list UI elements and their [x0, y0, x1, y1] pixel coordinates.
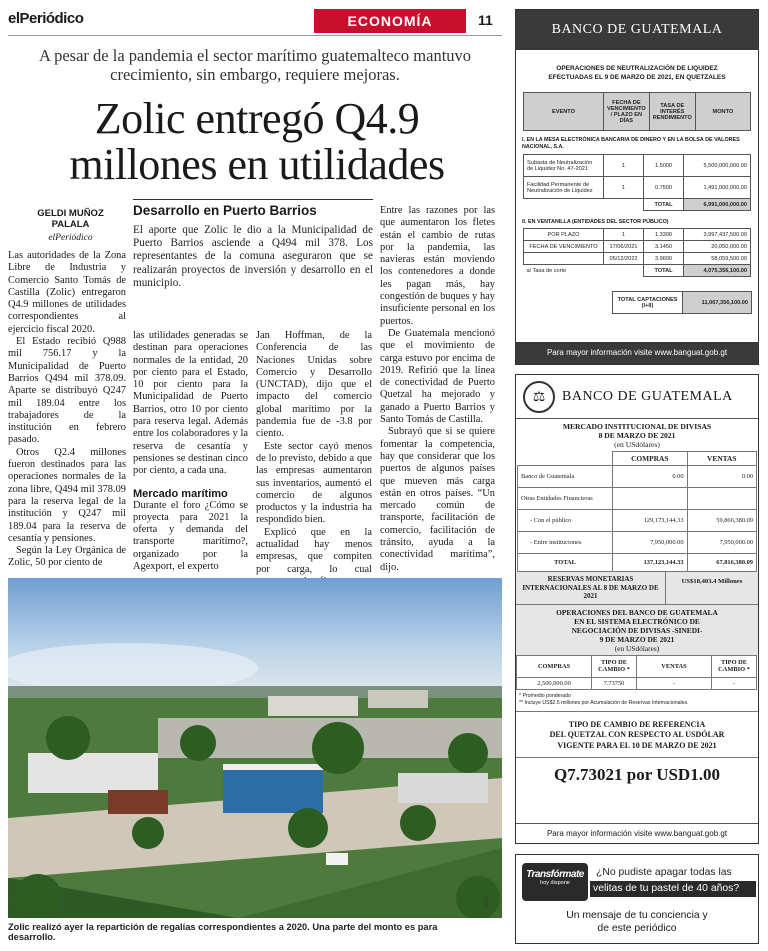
banco-2-footer: Para mayor información visite www.banguat.gob.gt — [516, 823, 758, 843]
cell-plazo: 05/12/2022 — [604, 253, 644, 265]
photo-credit: ZOLIC — [482, 895, 488, 910]
cell-evento — [524, 253, 604, 265]
reservas-box — [516, 572, 758, 605]
col-compras: COMPRAS — [613, 452, 688, 466]
cell-ventas: 59,866,380.09 — [687, 510, 756, 532]
paragraph: Explicó que en la actualidad hay menos empresas, que compiten por carga, lo cual — [256, 526, 372, 575]
paragraph: Durante el foro ¿Cómo se proyecta para 2021 la oferta y demanda del transporte marítimo?, organizado por la Agexport, el experto — [133, 499, 248, 573]
total-value: 4,075,356,100.00 — [684, 265, 751, 277]
headline-line-1: Zolic entregó Q4.9 — [94, 94, 420, 143]
sinedi-table — [516, 655, 757, 690]
cell-evento: POR PLAZO — [524, 229, 604, 241]
cell-compras: 2,500,000.00 — [517, 677, 592, 689]
tasa-note: a/ Tasa de corte — [526, 267, 567, 274]
cell-ventas — [687, 488, 756, 510]
captaciones-table — [612, 291, 752, 314]
cell-ventas: 67,816,380.09 — [687, 554, 756, 572]
author-publication: elPeriódico — [48, 233, 93, 243]
subhead-rule — [133, 199, 373, 200]
banco-1-footer: Para mayor información visite www.banguat.gob.gt — [516, 342, 758, 364]
table-header-row — [518, 452, 757, 466]
banco-1-subtitle — [516, 64, 758, 82]
paragraph: las utilidades generadas se destinan para operaciones normales de la entidad, 20 por ciento para el Estado, 10 por ciento para la Municipalidad de Puerto Barrios, otro 10 por ciento para reserva legal. Además entre los colaboradores y la reserva de cesantía y pensiones se destinan cinco por ciento, a cada una. — [133, 330, 248, 477]
ad-message — [516, 909, 758, 935]
cell-compras: 129,173,144.33 — [613, 510, 688, 532]
cell-compras: 7,950,000.00 — [613, 532, 688, 554]
paragraph: Las autoridades de la Zona Libre de Industria y Comercio Santo Tomás de Castilla (Zolic) entregaron Q4.9 millones de utilidades correspondientes al ejercicio fiscal 2020. — [8, 250, 126, 335]
mercado-heading-3: (en USdólares) — [614, 440, 660, 449]
sinedi-heading — [516, 605, 758, 655]
ad-line-1: ¿No pudiste apagar todas las — [596, 867, 732, 878]
total-label: TOTAL CAPTACIONES (I+II) — [613, 292, 683, 314]
logo-brand: Transfórmate — [526, 869, 584, 880]
row-label: Otras Entidades Financieras — [518, 488, 613, 510]
banco-1-section-1: I. EN LA MESA ELECTRÓNICA BANCARIA DE DINERO Y EN LA BOLSA DE VALORES NACIONAL, S.A. — [522, 137, 740, 150]
total-label: TOTAL — [644, 199, 684, 211]
reservas-label: RESERVAS MONETARIAS INTERNACIONALES AL 8 DE MARZO DE 2021 — [516, 572, 666, 604]
table-row — [524, 155, 751, 177]
sinedi-heading-5: (en USdólares) — [614, 643, 660, 653]
cell-ventas: 7,950,000.00 — [687, 532, 756, 554]
banco-1-subtitle-2: EFECTUADAS EL 9 DE MARZO DE 2021, EN QUETZALES — [548, 74, 726, 81]
sinedi-heading-2: EN EL SISTEMA ELECTRÓNICO DE — [574, 616, 700, 626]
table-row — [524, 229, 751, 241]
col-ventas: VENTAS — [687, 452, 756, 466]
page-number: 11 — [478, 12, 493, 28]
table-row — [518, 466, 757, 488]
cell-monto: 58,059,500.00 — [684, 253, 751, 265]
paragraph: Este sector cayó menos de lo previsto, debido a que las empresas aumentaron sus inventarios, aumentó el comercio de algunos productos y la industria ha respondido bien. — [256, 440, 372, 526]
article-column-2 — [133, 330, 248, 573]
article-column-4 — [380, 205, 495, 574]
tipo-cambio-rate: Q7.73021 por USD1.00 — [516, 757, 758, 792]
table-row — [518, 488, 757, 510]
article-headline — [10, 96, 504, 188]
paragraph: Subrayó que si se quiere fomentar la competencia, hay que considerar que los puertos de algunos países que mueven más carga están en otros países. “Un mercado común de transporte, facilitación de comercio, facilitación de tránsito, ayuda a la conectividad marítima”, dijo. — [380, 426, 495, 573]
banco-1-section-2: II. EN VENTANILLA (ENTIDADES DEL SECTOR PÚBLICO) — [522, 219, 669, 225]
cell-tipo: 7.73750 — [592, 677, 637, 689]
mercado-heading-1: MERCADO INSTITUCIONAL DE DIVISAS — [562, 422, 712, 431]
total-row — [518, 554, 757, 572]
reservas-value: US$18,403.4 Millones — [681, 578, 743, 585]
sinedi-notes — [516, 690, 758, 707]
total-row — [524, 199, 751, 211]
photo-caption: Zolic realizó ayer la repartición de regalías correspondientes a 2020. Una parte del monto es para desarrollo. — [8, 922, 438, 942]
banguat-seal-icon: ⚖ — [523, 381, 555, 413]
article-photo — [8, 578, 502, 918]
tipo-heading-1: TIPO DE CAMBIO DE REFERENCIA — [568, 719, 706, 729]
table-header: MONTO — [695, 93, 750, 131]
total-value: 11,067,356,100.00 — [683, 292, 752, 314]
ventanilla-table — [523, 228, 751, 277]
cell-compras: 0.00 — [613, 466, 688, 488]
cell-ventas: - — [637, 677, 712, 689]
banco-ad-1 — [515, 9, 759, 365]
col-ventas: VENTAS — [637, 655, 712, 677]
cell-evento: Facilidad Permanente de Neutralización de Liquidez — [524, 177, 604, 199]
cell-plazo: 1 — [604, 155, 644, 177]
total-row — [524, 265, 751, 277]
table-header: EVENTO — [524, 93, 604, 131]
cell-monto: 1,491,000,000.00 — [684, 177, 751, 199]
mercado-heading — [516, 422, 758, 449]
paragraph: Entre las razones por las que aumentaron los fletes están el cambio de rutas por la pandemia, las navieras están moviendo los contenedores a donde les pagan más, hay congestión de buques y hay insuficiente personal en los puertos. — [380, 205, 495, 327]
sinedi-heading-3: NEGOCIACIÓN DE DIVISAS -SINEDI- — [571, 625, 703, 635]
table-row — [518, 510, 757, 532]
cell-tasa: 1.5000 — [644, 155, 684, 177]
mercado-heading-2: 8 DE MARZO DE 2021 — [598, 431, 676, 440]
cell-monto: 5,500,000,000.00 — [684, 155, 751, 177]
transformate-logo — [522, 863, 588, 901]
tipo-heading-3: VIGENTE PARA EL 10 DE MARZO DE 2021 — [557, 740, 717, 750]
row-label: Banco de Guatemala — [518, 466, 613, 488]
header-rule — [8, 35, 502, 36]
sinedi-heading-4: 9 DE MARZO DE 2021 — [599, 634, 675, 644]
table-header: TASA DE INTERÉS RENDIMIENTO — [649, 93, 695, 131]
ad-line-2: velitas de tu pastel de 40 años? — [590, 881, 756, 897]
paragraph: De Guatemala mencionó que el movimiento de carga estuvo por encima de 2019. Refirió que la línea de conectividad de Puerto Quetzal ha mejorado y ganado a Puerto Barrios y Santo Tomás de Castilla. — [380, 327, 495, 426]
article-kicker: A pesar de la pandemia el sector marítimo guatemalteco mantuvo crecimiento, sin embargo, requiere mejoras. — [38, 46, 472, 84]
table-row — [524, 241, 751, 253]
cell-tasa: 3.1450 — [644, 241, 684, 253]
col-tipo: TIPO DE CAMBIO * — [592, 655, 637, 677]
cell-tipo: - — [712, 677, 757, 689]
mercado-table — [517, 451, 757, 572]
cell-plazo: 1 — [604, 229, 644, 241]
cell-plazo: 1 — [604, 177, 644, 199]
subhead-lead: El aporte que Zolic le dio a la Municipalidad de Puerto Barrios asciende a Q494 mil 378. Los representantes de la comuna aseguraron que se realizarán proyectos de inversión y desarrollo en el municipio. — [133, 224, 373, 289]
conciencia-ad — [515, 854, 759, 944]
neutralizacion-table — [523, 92, 751, 131]
paragraph: Según la Ley Orgánica de Zolic, 50 por ciento de — [8, 545, 126, 569]
col-tipo: TIPO DE CAMBIO * — [712, 655, 757, 677]
cell-evento: FECHA DE VENCIMIENTO — [524, 241, 604, 253]
banco-1-title: BANCO DE GUATEMALA — [516, 10, 758, 50]
cell-monto: 20,050,000.00 — [684, 241, 751, 253]
cell-tasa: 1.3300 — [644, 229, 684, 241]
total-label: TOTAL — [644, 265, 684, 277]
banco-2-header — [516, 375, 758, 419]
table-row — [524, 253, 751, 265]
ad-line-4: de este periódico — [597, 923, 677, 934]
table-row — [517, 677, 757, 689]
cell-tasa: 0.7500 — [644, 177, 684, 199]
col-compras: COMPRAS — [517, 655, 592, 677]
masthead-logo: elPeriódico — [8, 10, 84, 27]
cell-tasa: 3.9600 — [644, 253, 684, 265]
paragraph: El Estado recibió Q988 mil 756.17 y la Municipalidad de Puerto Barrios Q494 mil 378.09. Aparte se distribuyó Q247 mil 189.04 entre los trabajadores de la institución en febrero pasado. — [8, 336, 126, 446]
table-row — [518, 532, 757, 554]
banco-ad-2 — [515, 374, 759, 844]
mesa-table — [523, 154, 751, 211]
cell-plazo: 17/06/2021 — [604, 241, 644, 253]
subhead-title: Desarrollo en Puerto Barrios — [133, 203, 317, 218]
article-column-3 — [256, 330, 372, 588]
ad-headline — [593, 865, 756, 897]
note: ** Incluye US$2.5 millones por Acumulación de Reservas Internacionales. — [519, 699, 689, 706]
section-tag: ECONOMÍA — [314, 9, 466, 33]
tipo-cambio-heading — [516, 711, 758, 758]
paragraph: Otros Q2.4 millones fueron destinados para las operaciones normales de la zona libre, Q494 mil 378.09 para la reserva legal de la institución y Q247 mil 189.04 para la reserva de cesantía y pensiones. — [8, 446, 126, 544]
subhead-mercado: Mercado marítimo — [133, 487, 228, 500]
author-name: GELDI MUÑOZ PALALA — [37, 208, 104, 230]
total-row — [613, 292, 752, 314]
cell-evento: Subasta de Neutralización de Liquidez No. 47-2021 — [524, 155, 604, 177]
table-header-row — [517, 655, 757, 677]
cell-ventas: 0.00 — [687, 466, 756, 488]
banco-2-title: BANCO DE GUATEMALA — [562, 389, 733, 404]
row-label: TOTAL — [518, 554, 613, 572]
table-row — [524, 177, 751, 199]
headline-line-2: millones en utilidades — [69, 140, 445, 189]
paragraph: Jan Hoffman, de la Conferencia de las Naciones Unidas sobre Comercio y Desarrollo (UNCTAD), dijo que el impacto del comercio global marítimo por la pandemia fue de -3.8 por ciento. — [256, 330, 372, 440]
tipo-heading-2: DEL QUETZAL CON RESPECTO AL USDÓLAR — [549, 730, 725, 739]
cell-monto: 3,997,437,500.00 — [684, 229, 751, 241]
row-label: - Con el público — [518, 510, 613, 532]
cell-compras: 137,123,144.33 — [613, 554, 688, 572]
article-column-1 — [8, 250, 126, 570]
sinedi-heading-1: OPERACIONES DEL BANCO DE GUATEMALA — [556, 607, 718, 617]
row-label: - Entre instituciones — [518, 532, 613, 554]
ad-line-3: Un mensaje de tu conciencia y — [566, 910, 708, 921]
logo-sub: hoy dispone — [540, 880, 570, 886]
table-header: FECHA DE VENCIMIENTO / PLAZO EN DÍAS — [604, 93, 650, 131]
total-value: 6,991,000,000.00 — [684, 199, 751, 211]
cell-compras — [613, 488, 688, 510]
note: * Promedio ponderado — [519, 692, 571, 699]
banco-1-subtitle-1: OPERACIONES DE NEUTRALIZACIÓN DE LIQUIDEZ — [556, 65, 718, 72]
